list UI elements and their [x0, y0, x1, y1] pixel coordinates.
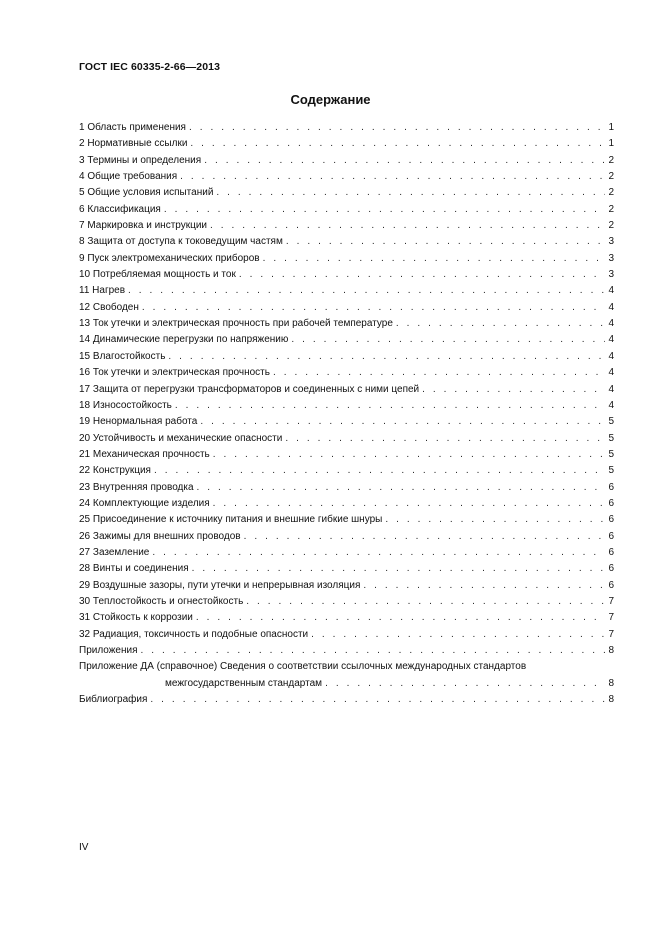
toc-entry[interactable] — [79, 545, 614, 561]
toc-entry-label: 15 Влагостойкость — [79, 350, 166, 362]
toc-entry-label: Приложения — [79, 645, 138, 656]
dot-leader — [180, 169, 605, 185]
dot-leader — [325, 676, 605, 692]
toc-entry-page: 4 — [608, 399, 614, 411]
dot-leader — [422, 382, 605, 398]
toc-entry-label: 22 Конструкция — [79, 465, 151, 477]
toc-entry[interactable] — [79, 349, 614, 365]
dot-leader — [216, 185, 605, 201]
dot-leader — [263, 251, 605, 267]
toc-entry-label: 9 Пуск электромеханических приборов — [79, 252, 260, 264]
toc-entry[interactable] — [79, 414, 614, 430]
toc-entry-label: межгосударственным стандартам — [165, 677, 323, 689]
toc-entry-page: 6 — [608, 546, 614, 558]
dot-leader — [192, 561, 605, 577]
toc-entry[interactable] — [79, 594, 614, 610]
toc-entry-bibliography[interactable] — [79, 692, 614, 708]
toc-entry-label: 1 Область применения — [79, 122, 186, 133]
toc-entry-label: 27 Заземление — [79, 546, 150, 558]
toc-entry-page: 4 — [608, 383, 614, 395]
dot-leader — [213, 447, 605, 463]
dot-leader — [385, 512, 605, 528]
toc-entry-page: 5 — [608, 432, 614, 444]
dot-leader — [311, 627, 605, 643]
toc-entry-page: 5 — [608, 448, 614, 460]
dot-leader — [244, 529, 605, 545]
toc-entry-label: 31 Стойкость к коррозии — [79, 612, 193, 624]
toc-entry[interactable] — [79, 431, 614, 447]
dot-leader — [128, 283, 605, 299]
dot-leader — [152, 545, 605, 561]
dot-leader — [396, 316, 605, 332]
toc-entries — [79, 120, 614, 659]
dot-leader — [200, 414, 605, 430]
dot-leader — [204, 153, 605, 169]
toc-entry[interactable] — [79, 610, 614, 626]
toc-entry-page: 4 — [608, 350, 614, 362]
dot-leader — [285, 431, 605, 447]
toc-entry-label: 10 Потребляемая мощность и ток — [79, 269, 236, 281]
toc-entry-page: 6 — [608, 579, 614, 591]
toc-entry-label: 32 Радиация, токсичность и подобные опасности — [79, 628, 309, 640]
toc-entry-label: Приложение ДА (справочное) Сведения о соответствии ссылочных международных стандартов — [79, 661, 527, 673]
toc-entry-label: 11 Нагрев — [79, 285, 126, 297]
toc-entry-page: 1 — [608, 138, 614, 150]
dot-leader — [197, 480, 605, 496]
dot-leader — [189, 120, 605, 136]
page-title: Содержание — [290, 92, 371, 107]
toc-entry[interactable] — [79, 185, 614, 201]
toc-entry-page: 6 — [608, 530, 614, 542]
toc-entry[interactable] — [79, 218, 614, 234]
toc-entry-page: 6 — [608, 514, 614, 526]
toc-entry[interactable] — [79, 447, 614, 463]
dot-leader — [168, 349, 605, 365]
toc-entry[interactable] — [79, 120, 614, 136]
toc-entry[interactable] — [79, 153, 614, 169]
dot-leader — [142, 300, 605, 316]
toc-entry-page: 2 — [608, 154, 614, 166]
toc-entry-page: 1 — [608, 122, 614, 133]
toc-entry-page: 6 — [608, 497, 614, 509]
toc-entry[interactable] — [79, 529, 614, 545]
toc-entry[interactable] — [79, 561, 614, 577]
toc-entry-label: 17 Защита от перегрузки трансформаторов и соединенных с ними цепей — [79, 383, 420, 395]
toc-entry-appendix-da[interactable] — [79, 659, 614, 675]
dot-leader — [150, 692, 605, 708]
toc-entry[interactable] — [79, 316, 614, 332]
toc-entry-page: 2 — [608, 203, 614, 215]
toc-entry-label: 18 Износостойкость — [79, 399, 172, 411]
toc-entry-label: 25 Присоединение к источнику питания и внешние гибкие шнуры — [79, 514, 383, 526]
toc-entry[interactable] — [79, 283, 614, 299]
toc-entry-page: 8 — [608, 645, 614, 656]
toc-entry[interactable] — [79, 480, 614, 496]
toc-entry[interactable] — [79, 300, 614, 316]
toc-entry-page: 8 — [608, 694, 614, 706]
toc-entry[interactable] — [79, 234, 614, 250]
dot-leader — [175, 398, 605, 414]
toc-entry-label: 13 Ток утечки и электрическая прочность при рабочей температуре — [79, 318, 393, 330]
toc-entry-label: Библиография — [79, 694, 148, 706]
toc-entry[interactable] — [79, 202, 614, 218]
toc-entry-page: 5 — [608, 465, 614, 477]
toc-entry-page: 6 — [608, 563, 614, 575]
toc-entry-label: 8 Защита от доступа к токоведущим частям — [79, 236, 283, 248]
dot-leader — [196, 610, 605, 626]
dot-leader — [273, 365, 605, 381]
toc-entry-page: 3 — [608, 252, 614, 264]
dot-leader — [286, 234, 605, 250]
toc-entry-label: 5 Общие условия испытаний — [79, 187, 214, 199]
toc-entry[interactable] — [79, 643, 614, 659]
dot-leader — [190, 136, 605, 152]
toc-entry[interactable] — [79, 251, 614, 267]
dot-leader — [164, 202, 605, 218]
toc-entry-page: 4 — [608, 285, 614, 297]
toc-entry-page: 7 — [608, 628, 614, 640]
toc-entry-page: 7 — [608, 612, 614, 624]
toc-entry-label: 28 Винты и соединения — [79, 563, 189, 575]
toc-entry[interactable] — [79, 578, 614, 594]
toc-entry-label: 19 Ненормальная работа — [79, 416, 198, 428]
table-of-contents — [79, 120, 614, 708]
toc-entry[interactable] — [79, 398, 614, 414]
toc-entry-page: 4 — [608, 318, 614, 330]
toc-entry-label: 14 Динамические перегрузки по напряжению — [79, 334, 289, 346]
dot-leader — [291, 332, 605, 348]
toc-entry-label: 21 Механическая прочность — [79, 448, 210, 460]
toc-entry[interactable] — [79, 332, 614, 348]
dot-leader — [246, 594, 605, 610]
toc-entry[interactable] — [79, 463, 614, 479]
toc-entry[interactable] — [79, 512, 614, 528]
toc-entry-page: 2 — [608, 187, 614, 199]
toc-entry-page: 8 — [608, 677, 614, 689]
dot-leader — [210, 218, 605, 234]
toc-entry[interactable] — [79, 365, 614, 381]
toc-entry[interactable] — [79, 627, 614, 643]
dot-leader — [363, 578, 605, 594]
toc-entry[interactable] — [79, 169, 614, 185]
toc-entry-page: 2 — [608, 171, 614, 183]
dot-leader — [154, 463, 605, 479]
toc-entry-page: 4 — [608, 334, 614, 346]
toc-entry-label: 24 Комплектующие изделия — [79, 497, 210, 509]
toc-entry-label: 2 Нормативные ссылки — [79, 138, 188, 150]
toc-entry[interactable] — [79, 136, 614, 152]
toc-entry-page: 3 — [608, 269, 614, 281]
toc-entry-page: 3 — [608, 236, 614, 248]
page-number: IV — [79, 842, 89, 853]
toc-entry-label: 6 Классификация — [79, 203, 161, 215]
toc-entry[interactable] — [79, 267, 614, 283]
toc-entry-label: 16 Ток утечки и электрическая прочность — [79, 367, 270, 379]
document-code: ГОСТ IEC 60335-2-66—2013 — [79, 61, 221, 73]
toc-entry-label: 7 Маркировка и инструкции — [79, 220, 208, 232]
toc-entry-label: 23 Внутренняя проводка — [79, 481, 194, 493]
toc-entry-label: 12 Свободен — [79, 301, 139, 313]
toc-entry-label: 20 Устойчивость и механические опасности — [79, 432, 283, 444]
toc-entry-page: 5 — [608, 416, 614, 428]
toc-entry[interactable] — [79, 496, 614, 512]
dot-leader — [239, 267, 605, 283]
toc-entry-label: 30 Теплостойкость и огнестойкость — [79, 595, 244, 607]
toc-entry-page: 7 — [608, 595, 614, 607]
toc-entry-label: 3 Термины и определения — [79, 154, 202, 166]
toc-entry-page: 2 — [608, 220, 614, 232]
toc-entry-label: 4 Общие требования — [79, 171, 178, 183]
toc-entry-appendix-da-continued[interactable] — [79, 676, 614, 692]
dot-leader — [141, 643, 605, 659]
dot-leader — [213, 496, 605, 512]
toc-entry[interactable] — [79, 382, 614, 398]
toc-entry-page: 4 — [608, 301, 614, 313]
toc-entry-label: 26 Зажимы для внешних проводов — [79, 530, 241, 542]
toc-entry-label: 29 Воздушные зазоры, пути утечки и непрерывная изоляция — [79, 579, 361, 591]
toc-entry-page: 6 — [608, 481, 614, 493]
toc-entry-page: 4 — [608, 367, 614, 379]
